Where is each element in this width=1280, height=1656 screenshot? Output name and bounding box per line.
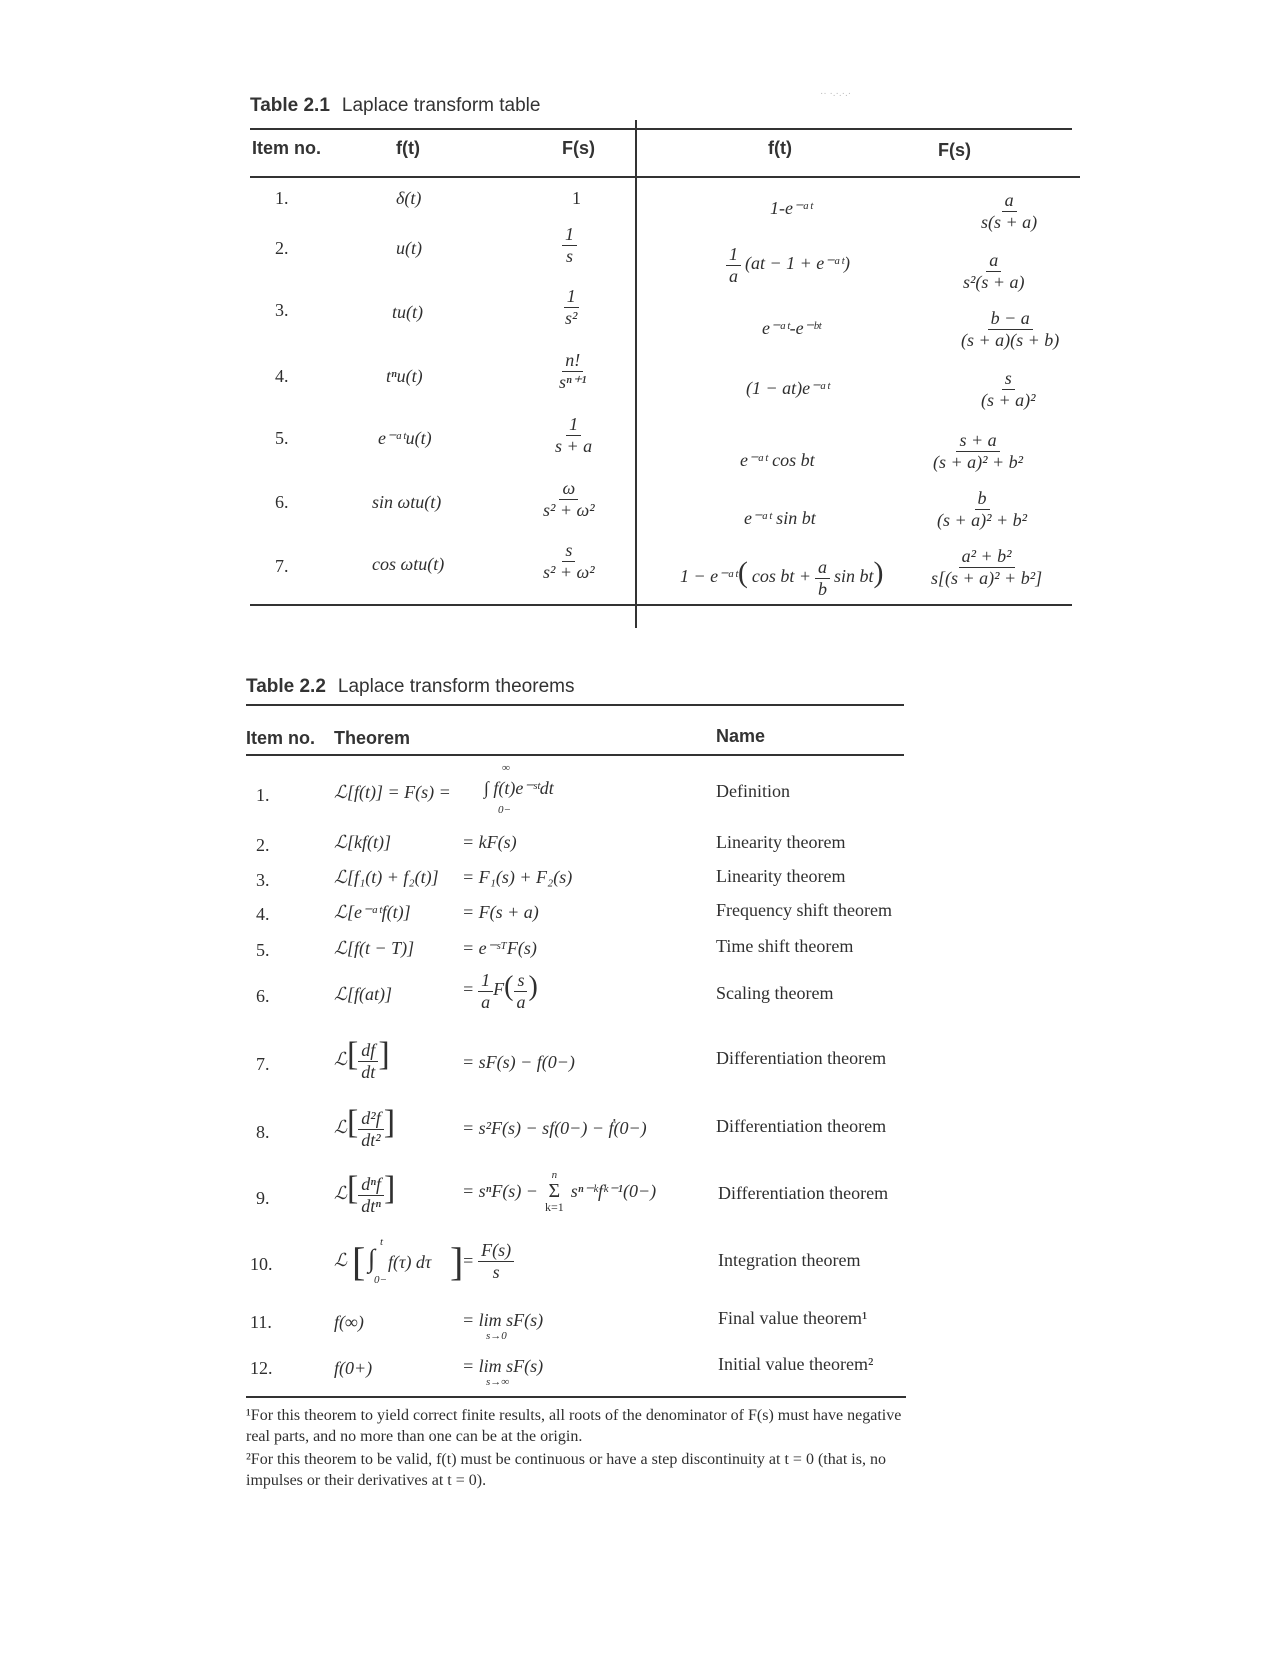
t2-row7-L: ℒ (334, 1049, 347, 1069)
t2-row7-no: 7. (256, 1054, 270, 1074)
t2-row6-eq: = (462, 978, 475, 999)
t1-right1-fs-den: s(s + a) (981, 211, 1038, 232)
t1-row5-ft: e⁻ᵃᵗu(t) (378, 428, 432, 448)
t1-row1-no: 1. (275, 188, 289, 208)
t2-row6-frac2-den: a (516, 991, 526, 1012)
t2-row7-lbracket: [ (346, 1036, 359, 1073)
t1-right5-ft: e⁻ᵃᵗ cos bt (740, 450, 815, 470)
t2-row10-rhs (462, 1240, 514, 1282)
t2-row11-lhs: f(∞) (334, 1312, 364, 1332)
t2-row10-int-lower: 0− (374, 1274, 387, 1286)
t2-row9-rhs-a: = sⁿF(s) − (462, 1181, 538, 1201)
t2-row2-lhs: ℒ[kf(t)] (334, 832, 391, 852)
t2-row9-sum-bot: k=1 (544, 1200, 564, 1214)
t2-row7-lhs (334, 1036, 390, 1083)
t2-row4-name: Frequency shift theorem (716, 900, 892, 920)
t1-right4-fs (978, 368, 1039, 410)
t2-row6-name: Scaling theorem (716, 983, 834, 1003)
t2-row6-frac1-num: 1 (478, 970, 493, 992)
t2-row5-name: Time shift theorem (716, 936, 854, 956)
t2-row7-den: dt (361, 1061, 376, 1082)
t1-row1-ft: δ(t) (396, 188, 422, 208)
t2-row6-F: F (493, 978, 505, 999)
t2-row11-name: Final value theorem¹ (718, 1308, 868, 1328)
t2-row1-integral: ∫ f(t)e⁻ˢᵗdt (484, 778, 554, 798)
footnote-2: ²For this theorem to be valid, f(t) must be continuous or have a step discontinuity at t = 0 (that is, no impulses or their derivatives at t = 0). (246, 1451, 886, 1489)
t2-row9-sum-sym: Σ (548, 1180, 561, 1202)
t1-row3-fs-num: 1 (564, 286, 579, 308)
t1-right7-fs-den: s[(s + a)² + b²] (931, 567, 1043, 588)
table1-header-ft2: f(t) (768, 138, 792, 158)
table1-top-rule (250, 128, 1072, 130)
t1-right6-fs-num: b (975, 488, 990, 510)
t2-row2-rhs: = kF(s) (462, 832, 517, 852)
t2-row1-lhs: ℒ[f(t)] = F(s) = (334, 782, 451, 802)
t1-right7-ft-frac-num: a (815, 557, 830, 579)
t2-row6-frac1-den: a (481, 991, 491, 1012)
t1-row3-ft: tu(t) (392, 302, 423, 322)
t1-row6-no: 6. (275, 492, 289, 512)
t1-row4-no: 4. (275, 366, 289, 386)
table1-title: Laplace transform table (341, 95, 541, 116)
t1-right3-fs-num: b − a (988, 308, 1033, 330)
table1-header-rule (250, 176, 1080, 178)
t2-row9-rhs (462, 1170, 656, 1213)
t2-row1-int-upper: ∞ (502, 762, 510, 774)
t1-row4-fs-num: n! (562, 350, 583, 372)
t2-row2-no: 2. (256, 835, 270, 855)
t1-right7-ft-b: cos bt + (751, 566, 811, 586)
t2-row10-rhs-num: F(s) (478, 1240, 514, 1262)
t2-row6-lparen: ( (504, 970, 514, 1002)
t2-row1-name: Definition (716, 781, 790, 801)
t2-row11-no: 11. (250, 1312, 272, 1332)
t2-row5-no: 5. (256, 940, 270, 960)
table1-header-fs: F(s) (562, 138, 595, 158)
t2-row7-name: Differentiation theorem (716, 1048, 887, 1068)
t2-row4-lhs: ℒ[e⁻ᵃᵗf(t)] (334, 902, 411, 922)
t2-row6-rhs (462, 970, 538, 1012)
t2-row8-rbracket: ] (383, 1104, 396, 1141)
t1-row7-ft: cos ωtu(t) (372, 554, 445, 574)
t2-row10-no: 10. (250, 1254, 273, 1274)
t2-row8-num: d²f (358, 1108, 383, 1130)
t1-right7-ft-c: sin bt (834, 566, 874, 586)
t2-row10-rhs-den: s (492, 1261, 500, 1282)
t2-row6-frac2-num: s (514, 970, 527, 992)
t1-row3-fs-den: s² (565, 307, 578, 328)
table2-bottom-rule (246, 1396, 906, 1398)
t2-row12-rhs-sub: s→∞ (486, 1376, 510, 1388)
t2-row9-L: ℒ (334, 1183, 347, 1203)
t2-row10-inner: f(τ) dτ (388, 1252, 432, 1272)
t1-right7-ft-rparen: ) (873, 556, 884, 589)
t1-right4-fs-num: s (1002, 368, 1015, 390)
t1-right2-fs-den: s²(s + a) (963, 271, 1025, 292)
t2-row12-name: Initial value theorem² (718, 1354, 874, 1374)
t2-row4-rhs: = F(s + a) (462, 902, 539, 922)
table1-header-fs2: F(s) (938, 140, 971, 160)
t1-row7-fs-den: s² + ω² (543, 561, 595, 582)
t1-row3-fs (562, 286, 580, 328)
t2-row1-no: 1. (256, 785, 270, 805)
t1-right5-fs-num: s + a (956, 430, 999, 452)
t1-right5-fs-den: (s + a)² + b² (933, 451, 1024, 472)
t1-right7-ft-a: 1 − e⁻ᵃᵗ (680, 566, 738, 586)
t1-row7-fs (540, 540, 598, 582)
t2-row8-L: ℒ (334, 1117, 347, 1137)
t2-row12-no: 12. (250, 1358, 273, 1378)
t2-row10-name: Integration theorem (718, 1250, 861, 1270)
t1-row5-fs-den: s + a (555, 435, 593, 456)
t1-right1-fs (978, 190, 1040, 232)
t2-row11-rhs-sub: s→0 (486, 1330, 507, 1342)
t2-row10-integral-sign: ∫ (368, 1244, 376, 1273)
footnote-1: ¹For this theorem to yield correct finite results, all roots of the denominator of F(s) must have negative real parts, and no more than one can be at the origin. (246, 1407, 902, 1445)
t1-right6-ft: e⁻ᵃᵗ sin bt (744, 508, 816, 528)
t2-row12-rhs: = lim sF(s) (462, 1356, 544, 1376)
t1-row5-fs (552, 414, 595, 456)
t1-row4-ft: tⁿu(t) (386, 366, 423, 386)
t2-row9-no: 9. (256, 1188, 270, 1208)
t2-row7-rhs: = sF(s) − f(0−) (462, 1052, 575, 1072)
t1-row3-no: 3. (275, 300, 289, 320)
t1-row4-fs (556, 350, 590, 392)
table2-top-rule (246, 704, 904, 706)
t1-right2-fs-num: a (986, 250, 1001, 272)
t2-row10-eq: = (462, 1250, 475, 1271)
t2-row3-no: 3. (256, 870, 270, 890)
t1-row6-fs (540, 478, 598, 520)
t2-row3-rhs: = F₁(s) + F₂(s) (462, 867, 573, 887)
t1-right2-ft-den: a (729, 265, 738, 286)
t1-right7-ft-lparen: ( (737, 556, 748, 589)
t2-row10-lbracket: [ (352, 1239, 366, 1284)
t2-row1-int-lower: 0− (498, 804, 511, 816)
t1-right7-fs-num: a² + b² (959, 546, 1015, 568)
t1-row2-fs-den: s (565, 245, 573, 266)
t1-right4-ft: (1 − at)e⁻ᵃᵗ (746, 378, 830, 398)
table1-bottom-rule (250, 604, 1072, 606)
table2-header-rule (246, 754, 904, 756)
t2-row7-num: df (358, 1040, 378, 1062)
table1-header-ft: f(t) (396, 138, 420, 158)
table1-center-divider (635, 120, 637, 628)
t2-row5-lhs: ℒ[f(t − T)] (334, 938, 415, 958)
t1-right7-fs (928, 546, 1045, 588)
t1-right2-fs (960, 250, 1028, 292)
t1-right1-fs-num: a (1002, 190, 1017, 212)
t2-row1-rhs (484, 762, 604, 822)
t1-row6-fs-den: s² + ω² (543, 499, 595, 520)
t1-row2-fs (562, 224, 577, 266)
table1-caption (250, 95, 540, 117)
t2-row11-rhs: = lim sF(s) (462, 1310, 544, 1330)
table2-caption (246, 676, 574, 698)
t1-row2-ft: u(t) (396, 238, 422, 258)
t1-right2-ft-body: (at − 1 + e⁻ᵃᵗ) (745, 252, 850, 273)
t1-row5-fs-num: 1 (566, 414, 581, 436)
t2-row3-lhs: ℒ[f₁(t) + f₂(t)] (334, 867, 439, 887)
t2-row5-rhs: = e⁻ˢᵀF(s) (462, 938, 537, 958)
table2-label: Table 2.2 (246, 676, 326, 697)
t2-row10-int-upper: t (380, 1236, 384, 1248)
t2-row10-L: ℒ (334, 1250, 347, 1270)
t2-row9-lhs (334, 1170, 395, 1217)
t2-row6-no: 6. (256, 986, 270, 1006)
scan-artifact: ·· ·.·.·.· (820, 88, 852, 99)
t1-right7-ft (680, 556, 884, 600)
table2-header-theorem: Theorem (334, 728, 411, 748)
t1-right6-fs-den: (s + a)² + b² (937, 509, 1028, 530)
t1-right4-fs-den: (s + a)² (981, 389, 1036, 410)
t1-row7-no: 7. (275, 556, 289, 576)
t2-row7-rbracket: ] (378, 1036, 390, 1073)
table2-header-name: Name (716, 726, 766, 746)
t2-row2-name: Linearity theorem (716, 832, 846, 852)
t2-row8-name: Differentiation theorem (716, 1116, 887, 1136)
t1-right6-fs (934, 488, 1030, 530)
t2-row8-lhs (334, 1104, 395, 1151)
table1-header-item: Item no. (252, 138, 322, 158)
t1-right7-ft-frac-den: b (818, 578, 827, 599)
t2-row8-rhs: = s²F(s) − sf(0−) − ḟ(0−) (462, 1118, 647, 1138)
table2-header-item: Item no. (246, 728, 316, 748)
t2-row8-no: 8. (256, 1122, 270, 1142)
t1-row6-fs-num: ω (559, 478, 578, 500)
t1-right1-ft: 1-e⁻ᵃᵗ (770, 198, 813, 218)
t2-row9-sum-top: n (551, 1169, 558, 1181)
t2-row4-no: 4. (256, 904, 270, 924)
t2-row9-lbracket: [ (346, 1170, 359, 1207)
t1-row1-fs: 1 (572, 188, 581, 208)
t1-right2-ft-num: 1 (726, 244, 741, 266)
t2-row10-rbracket: ] (450, 1239, 464, 1284)
t2-row6-lhs: ℒ[f(at)] (334, 984, 392, 1004)
t1-row2-no: 2. (275, 238, 289, 258)
t1-right5-fs (930, 430, 1026, 472)
t2-row10-lhs (334, 1234, 464, 1290)
t1-row4-fs-den: sⁿ⁺¹ (559, 371, 587, 392)
t1-row2-fs-num: 1 (562, 224, 577, 246)
t2-row3-name: Linearity theorem (716, 866, 846, 886)
table2-title: Laplace transform theorems (337, 676, 575, 697)
t1-right2-ft (726, 244, 850, 286)
t2-row8-lbracket: [ (346, 1104, 359, 1141)
t2-row9-name: Differentiation theorem (718, 1183, 889, 1203)
t2-row9-rbracket: ] (383, 1170, 396, 1207)
t1-row5-no: 5. (275, 428, 289, 448)
t1-right3-fs (958, 308, 1062, 350)
t2-row9-rhs-b: sⁿ⁻ᵏfᵏ⁻¹(0−) (570, 1181, 657, 1201)
t2-row9-den: dtⁿ (361, 1195, 381, 1216)
t1-right3-fs-den: (s + a)(s + b) (961, 329, 1060, 350)
t2-row8-den: dt² (361, 1129, 381, 1150)
t2-row6-rparen: ) (528, 970, 538, 1002)
t1-right3-ft: e⁻ᵃᵗ-e⁻ᵇᵗ (762, 318, 822, 338)
table1-label: Table 2.1 (250, 95, 330, 116)
t1-row7-fs-num: s (562, 540, 575, 562)
t1-row6-ft: sin ωtu(t) (372, 492, 442, 512)
t2-row12-lhs: f(0+) (334, 1358, 373, 1378)
t2-row9-num: dⁿf (358, 1174, 384, 1196)
